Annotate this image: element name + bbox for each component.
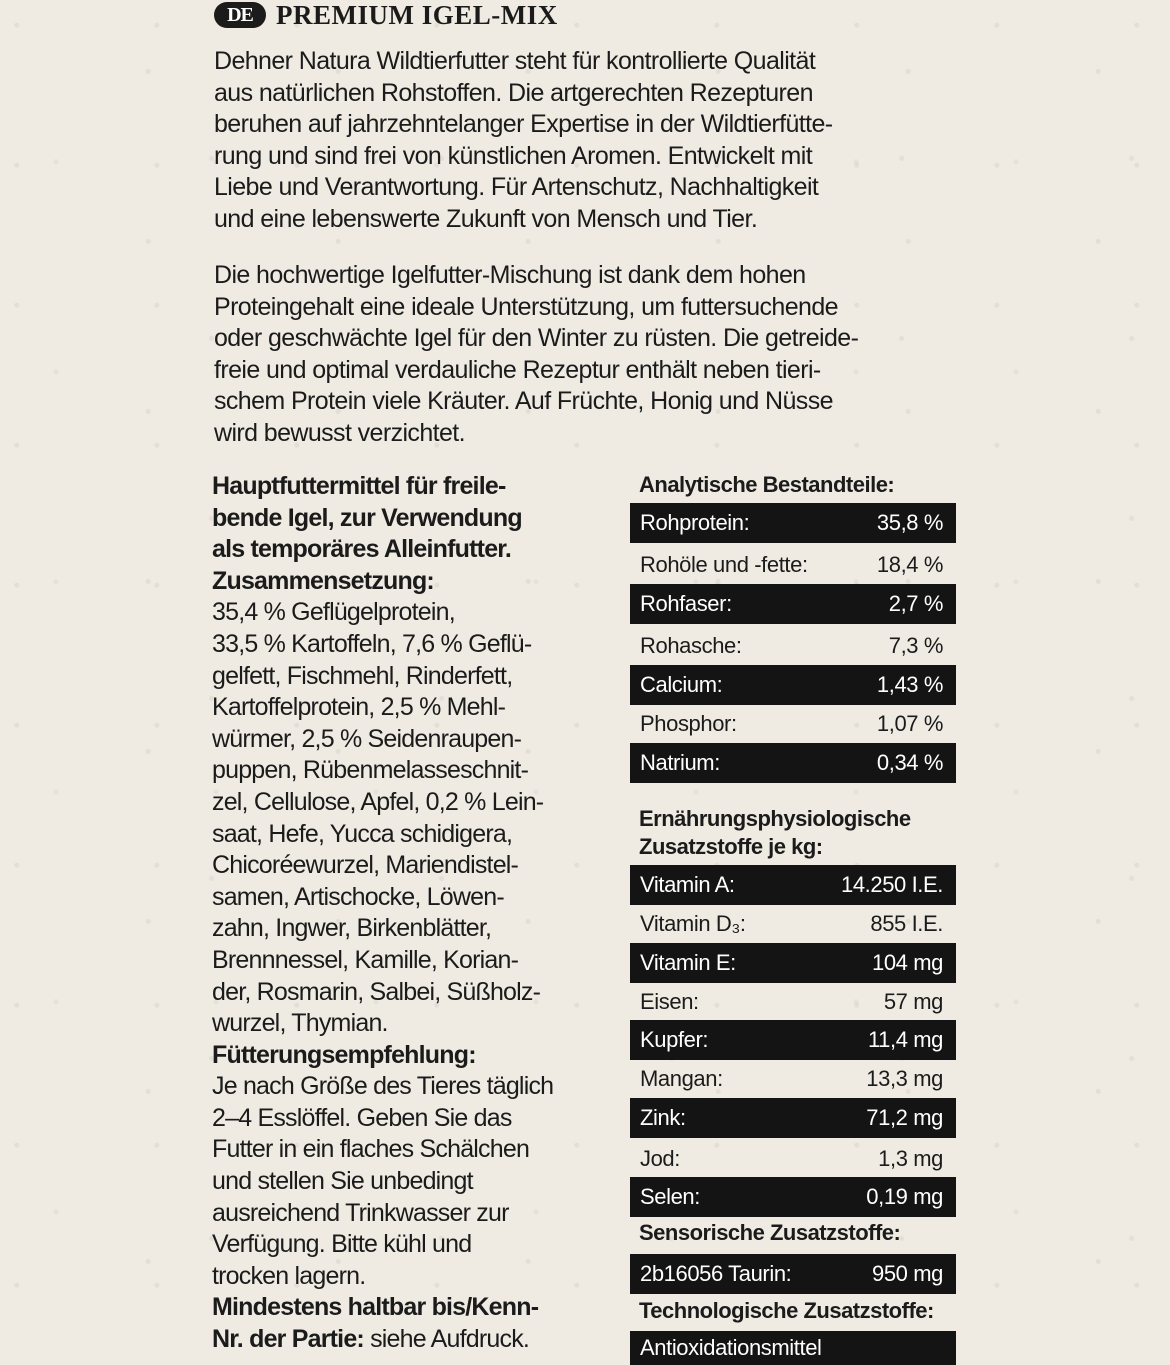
feeding-line: Je nach Größe des Tieres täglich — [212, 1072, 554, 1101]
text-line: oder geschwächte Igel für den Winter zu rüsten. Die getreide- — [214, 324, 859, 353]
best-before-line — [212, 1324, 592, 1356]
text-line: beruhen auf jahrzehntelanger Expertise in der Wildtierfütte- — [214, 110, 833, 139]
composition-line: puppen, Rübenmelasseschnit- — [212, 756, 529, 785]
analytical-row — [630, 584, 956, 624]
text-line: Liebe und Verantwortung. Für Artenschutz, Nachhaltigkeit — [214, 173, 819, 202]
sensory-row — [630, 1254, 956, 1294]
nutritional-row — [630, 943, 956, 983]
row-label: Eisen: — [640, 989, 699, 1014]
composition-line: Kartoffelprotein, 2,5 % Mehl- — [212, 693, 506, 722]
analytical-row — [630, 545, 956, 585]
main-title-line: als temporäres Alleinfutter. — [212, 535, 511, 564]
composition-line: Chicoréewurzel, Mariendistel- — [212, 851, 519, 880]
row-label: Rohfaser: — [640, 591, 732, 616]
row-label: Vitamin E: — [640, 950, 736, 975]
row-label: Rohasche: — [640, 633, 742, 658]
nutritional-row — [630, 1059, 956, 1099]
text-line: aus natürlichen Rohstoffen. Die artgerechten Rezepturen — [214, 78, 813, 107]
composition-line: zel, Cellulose, Apfel, 0,2 % Lein- — [212, 787, 544, 816]
row-value: 1,43 % — [876, 672, 943, 697]
row-label: Mangan: — [640, 1066, 723, 1091]
row-value: 71,2 mg — [866, 1105, 943, 1130]
analytical-row — [630, 626, 956, 666]
text-line: schem Protein viele Kräuter. Auf Früchte, Honig und Nüsse — [214, 387, 833, 416]
nutritional-row — [630, 904, 956, 944]
text-line: Proteingehalt eine ideale Unterstützung, um futtersuchende — [214, 292, 838, 321]
row-value: 18,4 % — [876, 552, 943, 577]
row-label: Vitamin A: — [640, 872, 735, 897]
row-value: 950 mg — [872, 1261, 943, 1286]
feeding-line: 2–4 Esslöffel. Geben Sie das — [212, 1103, 512, 1132]
composition-line: samen, Artischocke, Löwen- — [212, 882, 504, 911]
feeding-heading: Fütterungsempfehlung: — [212, 1040, 476, 1069]
row-label: Zink: — [640, 1105, 686, 1130]
text-line: und eine lebenswerte Zukunft von Mensch und Tier. — [214, 204, 758, 233]
row-label: Jod: — [640, 1146, 680, 1171]
feeding-line: Futter in ein flaches Schälchen — [212, 1135, 530, 1164]
row-value: 855 I.E. — [870, 911, 943, 936]
technological-row — [630, 1331, 956, 1365]
intro-paragraph-2 — [214, 260, 954, 450]
analytical-row — [630, 743, 956, 783]
row-label: Kupfer: — [640, 1027, 709, 1052]
text-line: wird bewusst verzichtet. — [214, 418, 465, 447]
nutritional-row — [630, 1177, 956, 1217]
nutritional-heading-line2: Zusatzstoffe je kg: — [639, 834, 823, 859]
best-before-label: Nr. der Partie: — [212, 1325, 364, 1354]
main-title-line: bende Igel, zur Verwendung — [212, 503, 522, 532]
feeding-line: und stellen Sie unbedingt — [212, 1167, 473, 1196]
row-value: 1,3 mg — [878, 1146, 943, 1171]
row-value: 104 mg — [872, 950, 943, 975]
sensory-heading: Sensorische Zusatzstoffe: — [639, 1220, 901, 1245]
feeding-line: ausreichend Trinkwasser zur — [212, 1198, 509, 1227]
composition-line: Brennnessel, Kamille, Korian- — [212, 945, 519, 974]
intro-paragraph-1 — [214, 46, 954, 236]
nutritional-row — [630, 865, 956, 905]
header — [214, 0, 558, 30]
nutritional-row — [630, 1020, 956, 1060]
row-value: 0,34 % — [876, 750, 943, 775]
composition-line: der, Rosmarin, Salbei, Süßholz- — [212, 977, 541, 1006]
nutritional-row — [630, 1139, 956, 1179]
row-value: 13,3 mg — [866, 1066, 943, 1091]
row-value: 7,3 % — [888, 633, 943, 658]
technological-heading: Technologische Zusatzstoffe: — [639, 1298, 934, 1323]
row-value: 14.250 I.E. — [840, 872, 943, 897]
analytical-heading: Analytische Bestandteile: — [639, 472, 895, 497]
row-label: Rohöle und -fette: — [640, 552, 808, 577]
left-column — [212, 471, 592, 1356]
feeding-line: trocken lagern. — [212, 1261, 366, 1290]
row-value: 11,4 mg — [867, 1027, 943, 1052]
row-label: 2b16056 Taurin: — [640, 1261, 792, 1286]
analytical-row — [630, 665, 956, 705]
best-before-heading: Mindestens haltbar bis/Kenn- — [212, 1293, 539, 1322]
composition-line: zahn, Ingwer, Birkenblätter, — [212, 914, 492, 943]
row-value: 1,07 % — [876, 711, 943, 736]
row-label: Calcium: — [640, 672, 723, 697]
text-line: Die hochwertige Igelfutter-Mischung ist dank dem hohen — [214, 261, 806, 289]
text-line: Dehner Natura Wildtierfutter steht für kontrollierte Qualität — [214, 47, 816, 75]
analytical-row — [630, 503, 956, 543]
product-title: PREMIUM IGEL-MIX — [276, 0, 558, 30]
feeding-line: Verfügung. Bitte kühl und — [212, 1230, 472, 1259]
composition-heading: Zusammensetzung: — [212, 566, 434, 595]
row-label: Natrium: — [640, 750, 720, 775]
composition-line: gelfett, Fischmehl, Rinderfett, — [212, 661, 513, 690]
row-value: 2,7 % — [888, 591, 943, 616]
nutritional-row — [630, 982, 956, 1022]
row-label: Selen: — [640, 1184, 700, 1209]
composition-line: 33,5 % Kartoffeln, 7,6 % Geflü- — [212, 629, 532, 658]
main-title-line: Hauptfuttermittel für freile- — [212, 472, 506, 500]
language-badge: DE — [214, 2, 266, 28]
nutritional-heading-line1: Ernährungsphysiologische — [639, 806, 911, 831]
row-value: 0,19 mg — [866, 1184, 943, 1209]
text-line: rung und sind frei von künstlichen Aromen. Entwickelt mit — [214, 141, 813, 170]
row-label: Antioxidationsmittel — [640, 1335, 822, 1360]
row-value: 35,8 % — [876, 510, 943, 535]
row-label: Rohprotein: — [640, 510, 750, 535]
best-before-text: siehe Aufdruck. — [363, 1325, 530, 1354]
text-line: freie und optimal verdauliche Rezeptur enthält neben tieri- — [214, 355, 821, 384]
nutritional-row — [630, 1098, 956, 1138]
row-label: Phosphor: — [640, 711, 737, 736]
analytical-row — [630, 704, 956, 744]
composition-line: wurzel, Thymian. — [212, 1009, 388, 1038]
row-label: Vitamin D₃: — [640, 911, 746, 936]
composition-line: würmer, 2,5 % Seidenraupen- — [212, 724, 522, 753]
composition-line: 35,4 % Geflügelprotein, — [212, 598, 455, 627]
composition-line: saat, Hefe, Yucca schidigera, — [212, 819, 513, 848]
row-value: 57 mg — [883, 989, 943, 1014]
